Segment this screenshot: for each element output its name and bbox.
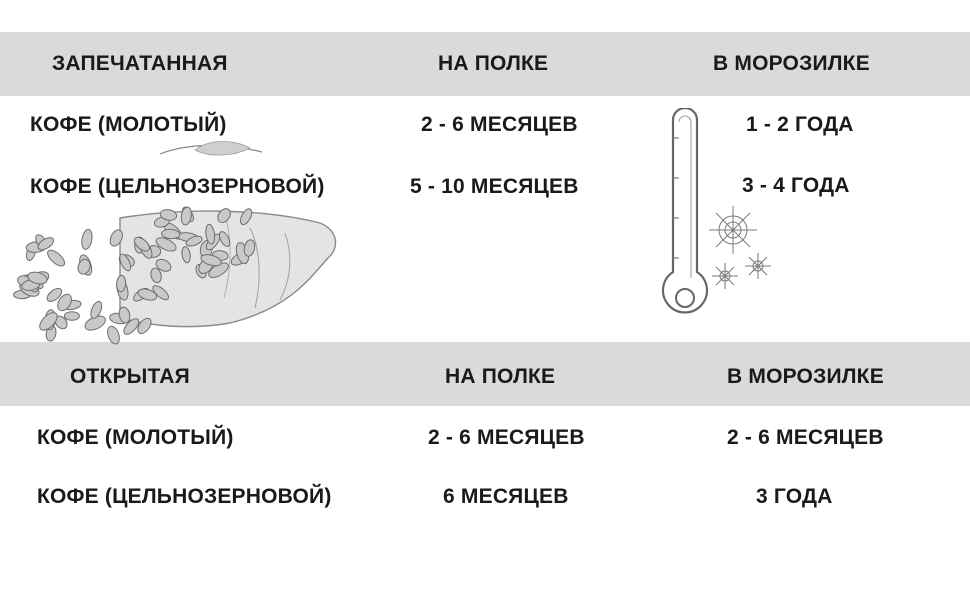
snowflake-icon [712, 263, 738, 289]
opened-freezer-header: В МОРОЗИЛКЕ [727, 365, 884, 388]
opened-row-whole-name: КОФЕ (ЦЕЛЬНОЗЕРНОВОЙ) [37, 485, 332, 508]
sealed-row-whole-shelf: 5 - 10 МЕСЯЦЕВ [410, 175, 579, 198]
sealed-freezer-header: В МОРОЗИЛКЕ [713, 52, 870, 75]
opened-row-ground-shelf: 2 - 6 МЕСЯЦЕВ [428, 426, 585, 449]
sealed-row-ground-freezer: 1 - 2 ГОДА [746, 113, 854, 136]
snowflake-icon [745, 253, 771, 279]
sealed-title: ЗАПЕЧАТАННАЯ [52, 52, 228, 75]
opened-row-ground-freezer: 2 - 6 МЕСЯЦЕВ [727, 426, 884, 449]
coffee-bean-shape [64, 312, 79, 321]
opened-shelf-header: НА ПОЛКЕ [445, 365, 556, 388]
opened-row-whole-shelf: 6 МЕСЯЦЕВ [443, 485, 569, 508]
thermometer-illustration [655, 108, 785, 333]
coffee-bag-illustration [0, 138, 345, 353]
coffee-bean-shape [105, 325, 121, 346]
sealed-row-ground-shelf: 2 - 6 МЕСЯЦЕВ [421, 113, 578, 136]
sealed-row-whole-name: КОФЕ (ЦЕЛЬНОЗЕРНОВОЙ) [30, 175, 325, 198]
coffee-bean-shape [80, 229, 93, 250]
sealed-row-whole-freezer: 3 - 4 ГОДА [742, 174, 850, 197]
sealed-shelf-header: НА ПОЛКЕ [438, 52, 549, 75]
opened-row-whole-freezer: 3 ГОДА [756, 485, 833, 508]
opened-row-ground-name: КОФЕ (МОЛОТЫЙ) [37, 426, 234, 449]
opened-title: ОТКРЫТАЯ [70, 365, 190, 388]
coffee-bean-shape [45, 247, 67, 268]
sealed-row-ground-name: КОФЕ (МОЛОТЫЙ) [30, 113, 227, 136]
snowflake-icon [709, 206, 757, 254]
